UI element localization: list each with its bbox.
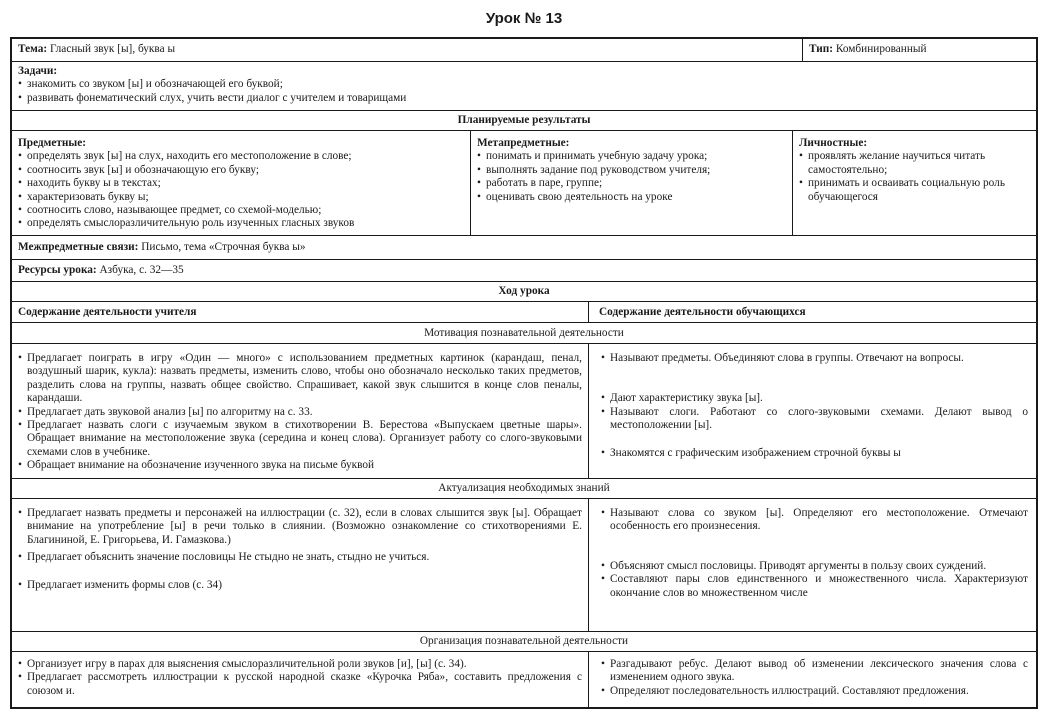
column-header-row <box>12 301 1036 322</box>
list-item: • Предлагает рассмотреть иллюстрации к русской народной сказке «Курочка Ряба», составить предложения с союзом и. <box>18 671 582 698</box>
type-cell <box>803 39 1036 61</box>
teacher-activity-cell <box>12 499 588 631</box>
section-title-row <box>12 631 1036 651</box>
list-item: • Называют предметы. Объединяют слова в группы. Отвечают на вопросы. <box>601 352 1028 365</box>
list-item: • определять смыслоразличительную роль изученных гласных звуков <box>18 217 452 230</box>
list-item: • выполнять задание под руководством учителя; <box>477 164 785 177</box>
list-item: • Разгадывают ребус. Делают вывод об изменении лексического значения слова с изменением одного звука. <box>601 658 1028 685</box>
student-activity-cell <box>589 499 1036 631</box>
list-item: • Организует игру в парах для выяснения смыслоразличительной роли звуков [и], [ы] (с. 34). <box>18 658 582 671</box>
teacher-activity-cell <box>12 652 588 707</box>
section-title: Актуализация необходимых знаний <box>438 482 610 494</box>
list-item: • определять звук [ы] на слух, находить его местоположение в слове; <box>18 150 452 163</box>
resources-value: Азбука, с. 32—35 <box>99 264 184 276</box>
list-item: • Дают характеристику звука [ы]. <box>601 392 1028 405</box>
section-title: Организация познавательной деятельности <box>419 635 629 647</box>
list-item: • Называют слоги. Работают со слого-звуковыми схемами. Делают вывод о местоположении [ы]. <box>601 406 1028 433</box>
list-item: • соотносить звук [ы] и обозначающую его букву; <box>18 164 452 177</box>
list-item: • Предлагает поиграть в игру «Один — много» с использованием предметных картинок (карандаш, пенал, воздушный шарик, кукла): назвать предметы, изменить слово, чтобы оно обозначало несколько таких предметов, разделить слова на группы, назвать общее свойство. Спрашивает, какой звук слышится в конце слов пеналы, карандаши. <box>18 352 582 406</box>
page-title: Урок № 13 <box>485 10 563 27</box>
topic-value: Гласный звук [ы], буква ы <box>49 43 176 55</box>
topic-cell <box>12 39 802 61</box>
course-header-row <box>12 281 1036 301</box>
list-item: • работать в паре, группе; <box>477 177 785 190</box>
links-cell <box>12 236 1036 259</box>
type-value: Комбинированный <box>835 43 927 55</box>
list-item: • Определяют последовательность иллюстраций. Составляют предложения. <box>601 685 1028 698</box>
links-label: Межпредметные связи: <box>18 241 139 253</box>
student-activity-cell <box>589 344 1036 478</box>
list-item: • Составляют пары слов единственного и множественного числа. Характеризуют окончание слов во множественном числе <box>601 573 1028 600</box>
list-item: • находить букву ы в текстах; <box>18 177 452 190</box>
list-item: • характеризовать букву ы; <box>18 191 452 204</box>
meta-label: Метапредметные: <box>477 137 570 149</box>
course-heading: Ход урока <box>498 285 550 297</box>
type-label: Тип: <box>809 43 834 55</box>
subject-list <box>18 150 452 230</box>
tasks-list <box>18 78 1030 105</box>
topic-row <box>12 39 1036 61</box>
student-activity-cell <box>589 652 1036 707</box>
list-item: • Предлагает изменить формы слов (с. 34) <box>18 579 582 592</box>
list-item: • знакомить со звуком [ы] и обозначающей его буквой; <box>18 78 1030 91</box>
list-item: • развивать фонематический слух, учить вести диалог с учителем и товарищами <box>18 92 1030 105</box>
tasks-label: Задачи: <box>18 65 58 77</box>
list-item: • проявлять желание научиться читать самостоятельно; <box>799 150 1030 177</box>
personal-label: Личностные: <box>799 137 868 149</box>
list-item: • Объясняют смысл пословицы. Приводят аргументы в пользу своих суждений. <box>601 560 1028 573</box>
list-item: • соотносить слово, называющее предмет, со схемой-моделью; <box>18 204 452 217</box>
topic-label: Тема: <box>18 43 48 55</box>
resources-row <box>12 259 1036 281</box>
resources-cell <box>12 260 1036 281</box>
list-item: • понимать и принимать учебную задачу урока; <box>477 150 785 163</box>
meta-list <box>477 150 785 204</box>
section-title-row <box>12 478 1036 498</box>
list-item: • Предлагает дать звуковой анализ [ы] по алгоритму на с. 33. <box>18 406 582 419</box>
section-body-row <box>12 343 1036 478</box>
links-value: Письмо, тема «Строчная буква ы» <box>141 241 306 253</box>
subject-results-cell <box>12 131 458 235</box>
planned-header-row <box>12 110 1036 130</box>
personal-list <box>799 150 1030 204</box>
list-item: • Знакомятся с графическим изображением строчной буквы ы <box>601 447 1028 460</box>
list-item: • Предлагает назвать предметы и персонажей на иллюстрации (с. 32), если в словах слышится звук [ы]. Обращает внимание на употребление [ы] в речи только в слиянии. (Возможно ознакомление со стихотворениями Е. Благининой, Е. Григорьева, И. Гамазкова.) <box>18 507 582 547</box>
lesson-plan-table <box>10 37 1038 709</box>
tasks-cell <box>12 62 1036 110</box>
section-body-row <box>12 498 1036 631</box>
list-item: • принимать и осваивать социальную роль обучающегося <box>799 177 1030 204</box>
planned-results-heading: Планируемые результаты <box>457 114 591 126</box>
section-body-row <box>12 651 1036 707</box>
teacher-activity-cell <box>12 344 588 478</box>
section-title-row <box>12 322 1036 343</box>
resources-label: Ресурсы урока: <box>18 264 97 276</box>
list-item: • Предлагает объяснить значение пословицы Не стыдно не знать, стыдно не учиться. <box>18 551 582 564</box>
subject-label: Предметные: <box>18 137 87 149</box>
results-row <box>12 130 1036 235</box>
list-item: • Называют слова со звуком [ы]. Определяют его местоположение. Отмечают особенность его произнесения. <box>601 507 1028 534</box>
links-row <box>12 235 1036 259</box>
list-item: • Обращает внимание на обозначение изученного звука на письме буквой <box>18 459 582 472</box>
meta-results-cell <box>471 131 791 235</box>
section-title: Мотивация познавательной деятельности <box>424 327 624 339</box>
list-item: • оценивать свою деятельность на уроке <box>477 191 785 204</box>
student-column-heading: Содержание деятельности обучающихся <box>599 306 806 318</box>
personal-results-cell <box>793 131 1036 235</box>
list-item: • Предлагает назвать слоги с изучаемым звуком в стихотворении В. Берестова «Выпускаем цветные шары». Обращает внимание на местоположение звука (середина и конец слова). Организует работу со слого-звуковыми схемами слов в учебнике. <box>18 419 582 459</box>
tasks-row <box>12 61 1036 110</box>
teacher-column-heading: Содержание деятельности учителя <box>18 306 197 318</box>
